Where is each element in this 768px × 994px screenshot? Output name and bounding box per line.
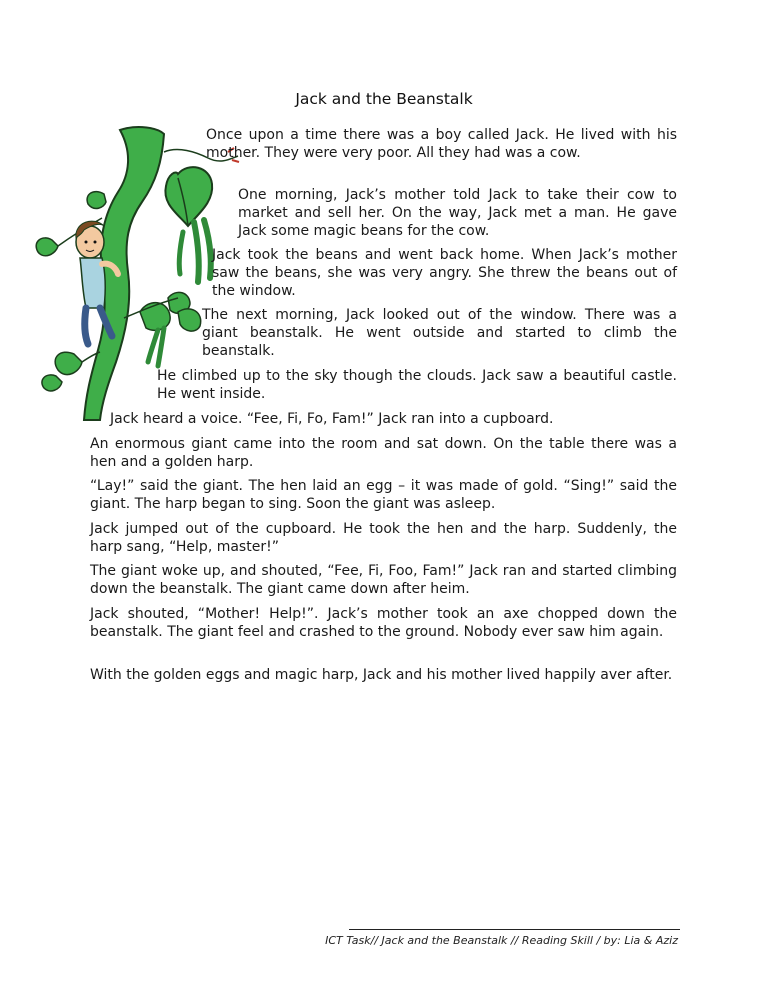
bean-pod (179, 232, 183, 274)
bean-pod (204, 220, 211, 278)
story-paragraph: “Lay!” said the giant. The hen laid an egg – it was made of gold. “Sing!” said the giant. The harp began to sing. Soon the giant was asleep. (90, 478, 677, 512)
story-paragraph: The next morning, Jack looked out of the window. There was a giant beanstalk. He went outside and started to climb the beanstalk. (202, 307, 677, 359)
story-paragraph: One morning, Jack’s mother told Jack to take their cow to market and sell her. On the way, Jack met a man. He gave Jack some magic beans for the cow. (238, 187, 677, 239)
footer-text: ICT Task// Jack and the Beanstalk // Reading Skill / by: Lia & Aziz (325, 934, 678, 947)
bean-pod (194, 222, 199, 282)
story-paragraph: Jack jumped out of the cupboard. He took the hen and the harp. Suddenly, the harp sang, “Help, master!” (90, 521, 677, 555)
story-paragraph: Jack took the beans and went back home. When Jack’s mother saw the beans, she was very angry. She threw the beans out of the window. (212, 247, 677, 299)
bean-pod (148, 330, 158, 362)
footer-divider (349, 929, 680, 930)
leaf-left (87, 192, 106, 209)
leaf-left (55, 352, 82, 374)
story-paragraph: Jack shouted, “Mother! Help!”. Jack’s mother took an axe chopped down the beanstalk. The giant feel and crashed to the ground. Nobody ever saw him again. (90, 606, 677, 640)
page-title: Jack and the Beanstalk (295, 90, 473, 108)
story-paragraph: Once upon a time there was a boy called Jack. He lived with his mother. They were very poor. All they had was a cow. (206, 127, 677, 161)
story-paragraph: He climbed up to the sky though the clouds. Jack saw a beautiful castle. He went inside. (157, 368, 677, 402)
story-paragraph: Jack heard a voice. “Fee, Fi, Fo, Fam!” Jack ran into a cupboard. (110, 411, 554, 427)
leaf-right (178, 309, 201, 331)
story-paragraph: An enormous giant came into the room and sat down. On the table there was a hen and a golden harp. (90, 436, 677, 470)
leaf-left (42, 375, 62, 391)
story-paragraph: With the golden eggs and magic harp, Jack and his mother lived happily aver after. (90, 667, 673, 683)
story-paragraph: The giant woke up, and shouted, “Fee, Fi, Foo, Fam!” Jack ran and started climbing down the beanstalk. The giant came down after heim. (90, 563, 677, 597)
leaf-large (165, 167, 212, 226)
leaf-left (36, 238, 58, 256)
